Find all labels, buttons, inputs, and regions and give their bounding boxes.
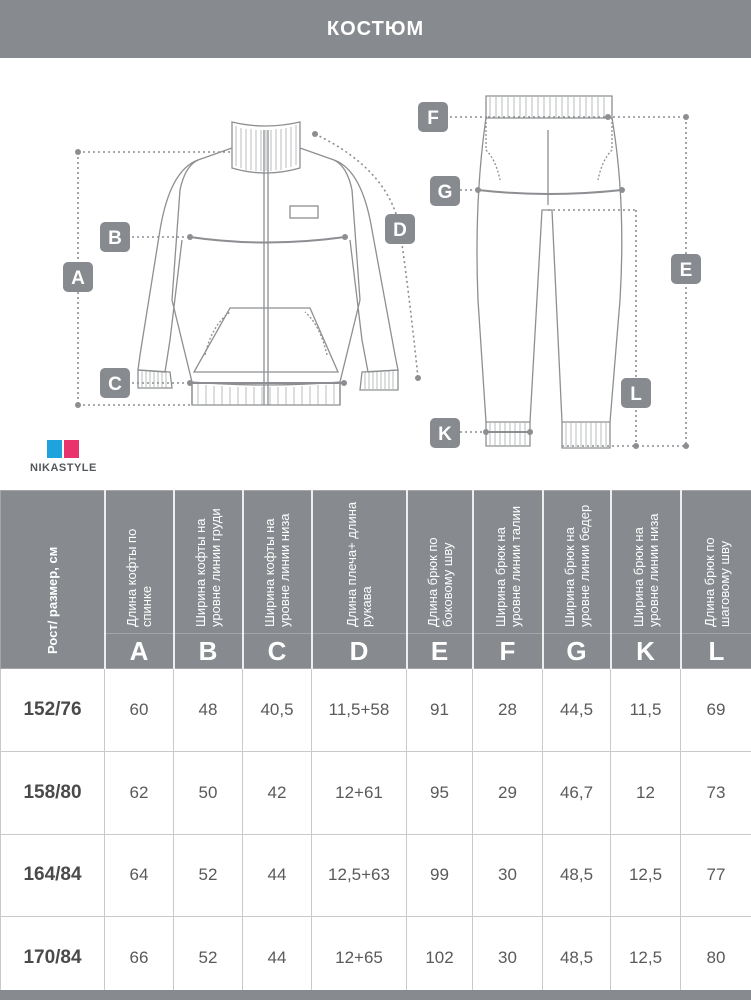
table-cell: 40,5 [243,669,312,752]
badge-e [671,254,701,284]
table-cell: 12,5+63 [312,834,407,917]
column-header: Ширина кофты на уровне линии низа [243,491,312,634]
table-cell: 44 [243,834,312,917]
table-cell: 95 [407,751,473,834]
table-cell: 64 [105,834,174,917]
size-column-header: Рост/ размер, см [1,491,105,669]
dimension-lines [78,117,690,446]
column-header: Длина кофты по спинке [105,491,174,634]
table-row [1,834,751,917]
table-cell: 52 [174,917,243,1000]
column-letter: G [543,634,611,669]
footer-band [0,990,751,1000]
svg-text:G: G [437,182,453,203]
table-cell: 99 [407,834,473,917]
svg-text:K: K [438,424,452,445]
table-cell: 102 [407,917,473,1000]
table-cell: 12,5 [611,834,681,917]
table-cell: 12+61 [312,751,407,834]
table-header-row [1,491,751,634]
svg-text:L: L [630,384,642,405]
badge-f [418,102,448,132]
badge-d [385,214,415,244]
table-cell: 60 [105,669,174,752]
badge-l [621,378,651,408]
table-cell: 48,5 [543,834,611,917]
logo-mark-icon [30,440,96,458]
table-cell: 44,5 [543,669,611,752]
table-cell: 12+65 [312,917,407,1000]
table-cell: 50 [174,751,243,834]
table-cell: 11,5 [611,669,681,752]
table-cell: 48,5 [543,917,611,1000]
column-letter: D [312,634,407,669]
column-letter: B [174,634,243,669]
table-row [1,917,751,1000]
column-header: Длина плеча+ длина рукава [312,491,407,634]
column-header: Ширина брюк на уровне линии талии [473,491,543,634]
table-cell: 29 [473,751,543,834]
table-cell: 80 [681,917,751,1000]
table-cell: 66 [105,917,174,1000]
garment-diagram [0,58,751,490]
svg-text:D: D [393,220,407,241]
table-cell: 52 [174,834,243,917]
table-cell: 11,5+58 [312,669,407,752]
badge-a [63,262,93,292]
table-cell: 62 [105,751,174,834]
table-row [1,751,751,834]
pants-drawing [477,96,622,448]
svg-text:A: A [71,268,85,289]
size-cell: 152/76 [1,669,105,752]
brand-name: NIKASTYLE [30,462,97,474]
table-cell: 30 [473,917,543,1000]
column-header: Длина брюк по боковому шву [407,491,473,634]
title-bar [0,0,751,59]
table-cell: 42 [243,751,312,834]
column-letter: F [473,634,543,669]
svg-text:F: F [427,108,439,129]
table-cell: 77 [681,834,751,917]
table-cell: 73 [681,751,751,834]
column-header: Длина брюк по шаговому шву [681,491,751,634]
badge-b [100,222,130,252]
column-header: Ширина брюк на уровне линии низа [611,491,681,634]
size-table [0,490,751,1000]
table-row [1,669,751,752]
column-letter: A [105,634,174,669]
column-header: Ширина кофты на уровне линии груди [174,491,243,634]
size-cell: 170/84 [1,917,105,1000]
table-cell: 12,5 [611,917,681,1000]
size-cell: 164/84 [1,834,105,917]
table-cell: 30 [473,834,543,917]
column-letter: C [243,634,312,669]
table-cell: 69 [681,669,751,752]
column-letter: E [407,634,473,669]
table-cell: 91 [407,669,473,752]
svg-text:C: C [108,374,122,395]
column-header: Ширина брюк на уровне линии бедер [543,491,611,634]
table-cell: 46,7 [543,751,611,834]
badge-c [100,368,130,398]
svg-text:B: B [108,228,122,249]
table-cell: 44 [243,917,312,1000]
table-cell: 48 [174,669,243,752]
svg-text:E: E [679,260,693,281]
badge-g [430,176,460,206]
table-cell: 12 [611,751,681,834]
brand-logo [30,440,96,474]
page-title: КОСТЮМ [326,17,425,40]
column-letter: L [681,634,751,669]
table-cell: 28 [473,669,543,752]
size-cell: 158/80 [1,751,105,834]
garment-svg [0,58,751,490]
table-letter-row [1,634,751,669]
jacket-drawing [138,122,398,405]
badge-k [430,418,460,448]
column-letter: K [611,634,681,669]
